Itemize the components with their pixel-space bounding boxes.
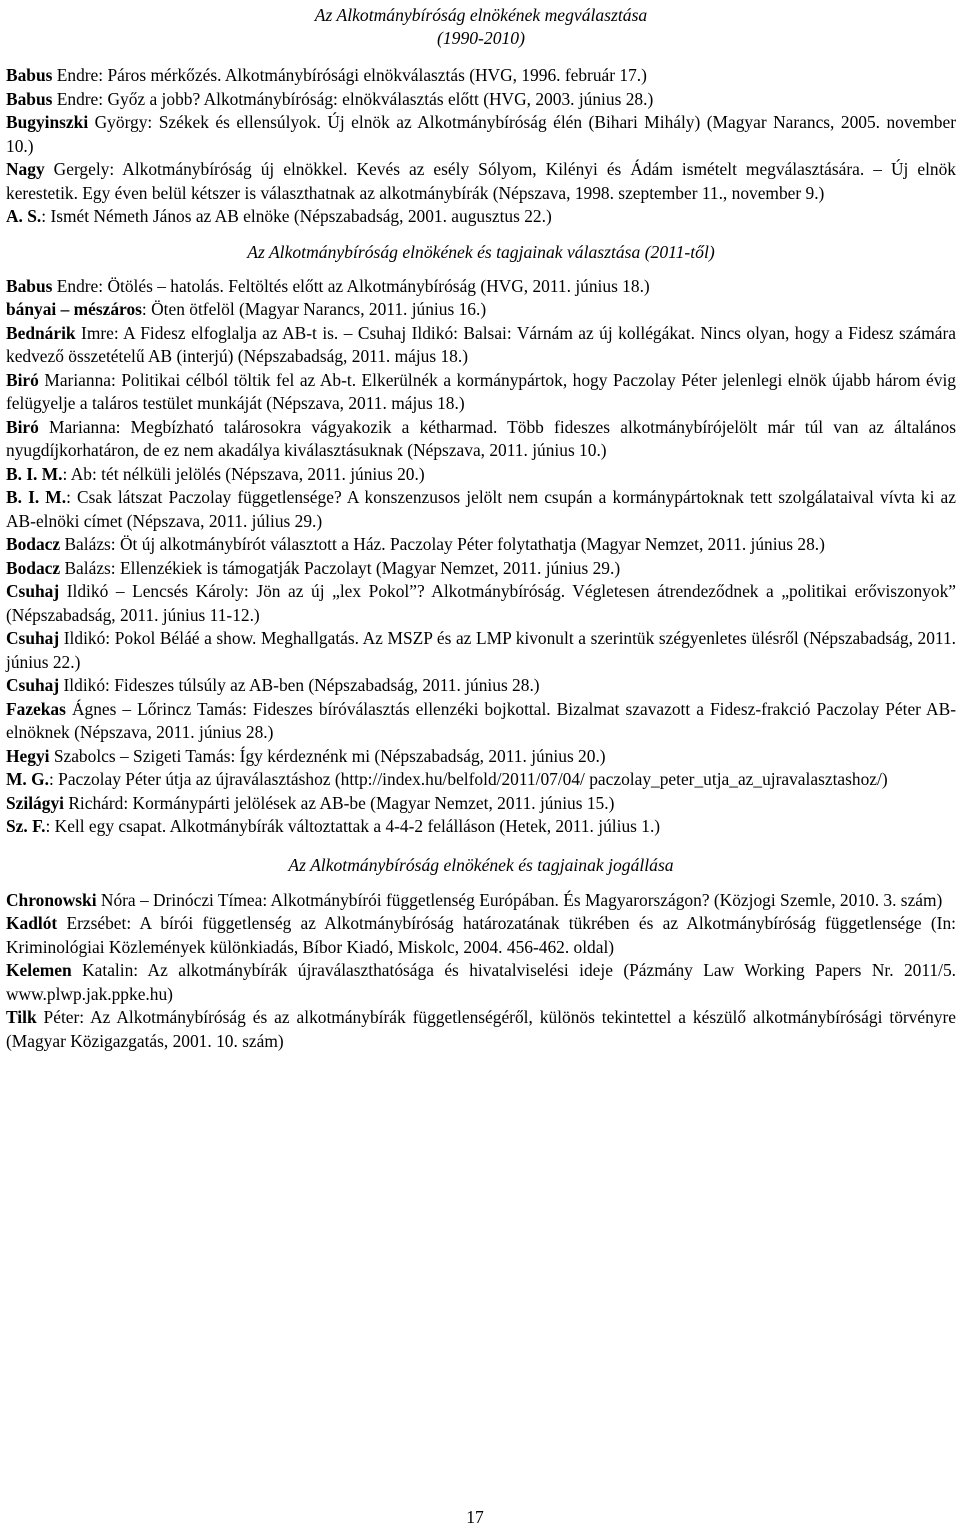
- entry-text: : Csak látszat Paczolay függetlensége? A konszenzusos jelölt nem csupán a kormánypártoknak tett szolgálataival vívta ki az AB-elnöki címet (Népszava, 2011. július 29.): [6, 487, 956, 531]
- bibliography-entry: [6, 298, 956, 322]
- bibliography-entry: [6, 792, 956, 816]
- entry-text: Katalin: Az alkotmánybírák újraválaszthatósága és hivatalviselési ideje (Pázmány Law Working Papers Nr. 2011/5. www.plwp.jak.ppke.hu): [6, 960, 956, 1004]
- entry-text: Endre: Ötölés – hatolás. Feltöltés előtt az Alkotmánybíróság (HVG, 2011. június 18.): [52, 275, 650, 296]
- bibliography-entry: [6, 88, 956, 112]
- entry-author: Babus: [6, 65, 53, 85]
- entry-text: : Ab: tét nélküli jelölés (Népszava, 2011. június 20.): [62, 463, 425, 484]
- page-number: 17: [466, 1507, 484, 1527]
- entry-author: Bednárik: [6, 322, 76, 343]
- bibliography-entry: [6, 1006, 956, 1053]
- section-heading-legal-status: Az Alkotmánybíróság elnökének és tagjainak jogállása: [288, 854, 674, 875]
- entry-author: Chronowski: [6, 889, 97, 910]
- bibliography-entry: [6, 416, 956, 463]
- bibliography-entry: [6, 815, 956, 839]
- entry-text: Balázs: Öt új alkotmánybírót választott a Ház. Paczolay Péter folytathatja (Magyar Nemzet, 2011. június 28.): [60, 534, 825, 554]
- entry-author: Csuhaj: [6, 581, 60, 601]
- bibliography-section-election-1990-2010: [6, 64, 956, 229]
- entry-author: Bodacz: [6, 557, 61, 578]
- bibliography-entry: [6, 745, 956, 769]
- entry-author: M. G.: [6, 769, 49, 789]
- entry-author: bányai – mészáros: [6, 299, 142, 319]
- bibliography-entry: [6, 674, 956, 698]
- bibliography-entry: [6, 912, 956, 959]
- entry-text: Péter: Az Alkotmánybíróság és az alkotmánybírák függetlenségéről, különös tekintettel a készülő alkotmánybírósági törvényre (Magyar Közigazgatás, 2001. 10. szám): [6, 1007, 956, 1051]
- bibliography-entry: [6, 533, 956, 557]
- entry-text: Marianna: Politikai célból töltik fel az Ab-t. Elkerülnék a kormánypártok, hogy Paczolay Péter jelenlegi elnök újabb három évig felügyelje a taláros testület munkáját (Népszava, 2011. május 18.): [6, 369, 956, 413]
- entry-text: Ildikó: Pokol Béláé a show. Meghallgatás. Az MSZP és az LMP kivonult a szerintük szégyenletes ülésről (Népszabadság, 2011. június 22.): [6, 628, 956, 672]
- entry-text: Marianna: Megbízható talárosokra vágyakozik a kétharmad. Több fideszes alkotmánybírójelölt már túl van az általános nyugdíjkorhatáron, de ez nem akadálya kiválasztásuknak (Népszava, 2011. június 10.): [6, 416, 956, 460]
- bibliography-entry: [6, 275, 956, 299]
- bibliography-entry: [6, 463, 956, 487]
- entry-author: Kelemen: [6, 960, 72, 980]
- bibliography-entry: [6, 889, 956, 913]
- entry-author: Fazekas: [6, 698, 66, 719]
- entry-author: B. I. M.: [6, 487, 67, 507]
- page-header-title: Az Alkotmánybíróság elnökének megválasztása: [314, 5, 648, 25]
- bibliography-entry: [6, 486, 956, 533]
- bibliography-entry: [6, 158, 956, 205]
- entry-author: A. S.: [6, 206, 42, 226]
- entry-text: Endre: Páros mérkőzés. Alkotmánybírósági elnökválasztás (HVG, 1996. február 17.): [52, 65, 647, 85]
- entry-text: Nóra – Drinóczi Tímea: Alkotmánybírói függetlenség Európában. És Magyarországon? (Közjogi Szemle, 2010. 3. szám): [96, 889, 943, 910]
- bibliography-entry: [6, 580, 956, 627]
- entry-text: Imre: A Fidesz elfoglalja az AB-t is. – Csuhaj Ildikó: Balsai: Várnám az új kollégákat. Nincs olyan, hogy a Fidesz számára kedvező összetételű AB (interjú) (Népszabadság, 2011. május 18.): [6, 322, 956, 366]
- document-page: [6, 0, 956, 1537]
- entry-author: Csuhaj: [6, 675, 60, 695]
- entry-author: Babus: [6, 275, 53, 296]
- bibliography-section-election-2011: [6, 275, 956, 839]
- entry-author: Hegyi: [6, 745, 50, 766]
- bibliography-entry: [6, 111, 956, 158]
- bibliography-entry: [6, 557, 956, 581]
- entry-text: Szabolcs – Szigeti Tamás: Így kérdeznénk mi (Népszabadság, 2011. június 20.): [49, 745, 606, 766]
- entry-text: Endre: Győz a jobb? Alkotmánybíróság: elnökválasztás előtt (HVG, 2003. június 28.): [52, 88, 654, 109]
- bibliography-entry: [6, 205, 956, 229]
- entry-author: Kadlót: [6, 913, 58, 933]
- entry-text: : Kell egy csapat. Alkotmánybírák változtattak a 4-4-2 felálláson (Hetek, 2011. július 1.): [45, 816, 661, 836]
- entry-text: Ágnes – Lőrincz Tamás: Fideszes bíróválasztás ellenzéki bojkottal. Bizalmat szavazott a Fidesz-frakció Paczolay Péter AB-elnöknek (Népszava, 2011. június 28.): [6, 698, 956, 742]
- entry-author: Sz. F.: [6, 816, 46, 836]
- entry-text: : Öten ötfelöl (Magyar Narancs, 2011. június 16.): [141, 299, 487, 319]
- entry-text: Balázs: Ellenzékiek is támogatják Paczolayt (Magyar Nemzet, 2011. június 29.): [60, 557, 621, 578]
- entry-author: Biró: [6, 369, 39, 390]
- entry-author: Bugyinszki: [6, 112, 89, 132]
- page-header-years: (1990-2010): [437, 28, 525, 48]
- entry-text: Erzsébet: A bírói függetlenség az Alkotmánybíróság határozatának tükrében és az Alkotmánybíróság függetlensége (In: Kriminológiai Közlemények különkiadás, Bíbor Kiadó, Miskolc, 2004. 456-462. oldal): [6, 913, 956, 957]
- entry-text: Ildikó: Fideszes túlsúly az AB-ben (Népszabadság, 2011. június 28.): [59, 675, 540, 695]
- entry-author: Tilk: [6, 1007, 37, 1027]
- entry-text: Ildikó – Lencsés Károly: Jön az új „lex Pokol”? Alkotmánybíróság. Végletesen átrendeződnek a „politikai erőviszonyok” (Népszabadság, 2011. június 11-12.): [6, 581, 956, 625]
- entry-text: György: Székek és ellensúlyok. Új elnök az Alkotmánybíróság élén (Bihari Mihály) (Magyar Narancs, 2005. november 10.): [6, 112, 956, 156]
- bibliography-entry: [6, 64, 956, 88]
- bibliography-entry: [6, 768, 956, 792]
- bibliography-section-legal-status: [6, 889, 956, 1054]
- section-heading-election-2011: Az Alkotmánybíróság elnökének és tagjainak választása (2011-től): [247, 241, 715, 262]
- bibliography-entry: [6, 627, 956, 674]
- entry-text: Richárd: Kormánypárti jelölések az AB-be (Magyar Nemzet, 2011. június 15.): [63, 792, 615, 813]
- bibliography-entry: [6, 698, 956, 745]
- entry-author: Biró: [6, 416, 39, 437]
- bibliography-entry: [6, 369, 956, 416]
- entry-author: Bodacz: [6, 534, 61, 554]
- bibliography-entry: [6, 959, 956, 1006]
- entry-text: : Paczolay Péter útja az újraválasztáshoz (http://index.hu/belfold/2011/07/04/ paczolay_peter_utja_az_ujravalasztashoz/): [48, 769, 888, 789]
- entry-author: Babus: [6, 88, 53, 109]
- entry-text: : Ismét Németh János az AB elnöke (Népszabadság, 2001. augusztus 22.): [41, 206, 552, 226]
- entry-author: Szilágyi: [6, 792, 64, 813]
- entry-author: Nagy: [6, 159, 45, 179]
- entry-author: Csuhaj: [6, 628, 60, 648]
- entry-author: B. I. M.: [6, 463, 63, 484]
- entry-text: Gergely: Alkotmánybíróság új elnökkel. Kevés az esély Sólyom, Kilényi és Ádám ismételt megválasztására. – Új elnök kerestetik. Egy éven belül kétszer is választhatnak az alkotmánybírák (Népszava, 1998. szeptember 11., november 9.): [6, 159, 956, 203]
- bibliography-entry: [6, 322, 956, 369]
